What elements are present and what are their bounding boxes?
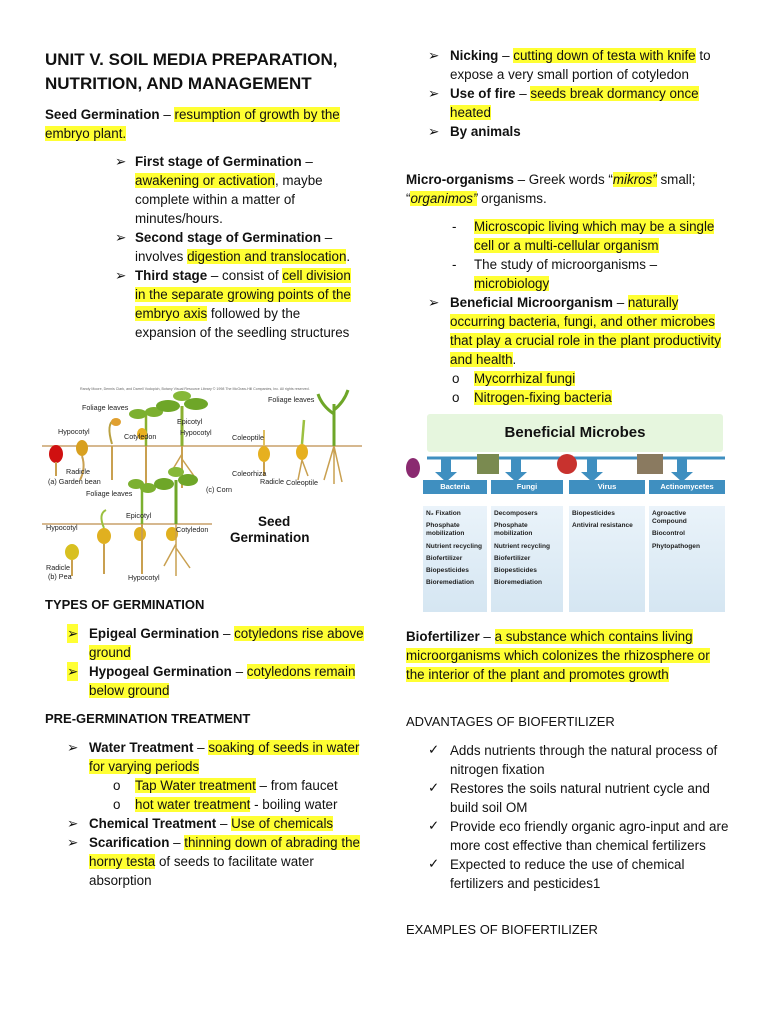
- treatment-item: [67, 814, 367, 833]
- label-corn: (c) Corn: [206, 485, 232, 494]
- dash: –: [612, 295, 628, 310]
- label-radicle: Radicle: [66, 467, 90, 476]
- pre-germination-list-continued: [428, 46, 728, 141]
- highlight: cutting down of testa with knife: [513, 48, 696, 63]
- type-item: [67, 624, 367, 662]
- term: Epigeal Germination: [89, 626, 220, 641]
- label-epicotyl-2: Epicotyl: [126, 511, 152, 520]
- text: – Greek words “: [513, 172, 613, 187]
- advantage-item: [428, 779, 733, 817]
- beneficial-sub-item: [428, 369, 728, 388]
- advantage-item: [428, 855, 733, 893]
- highlight: Tap Water treatment: [135, 778, 256, 793]
- rest: .: [346, 249, 351, 264]
- micro-organisms-definition: [406, 170, 731, 208]
- beneficial-sub-item: [428, 388, 728, 407]
- rest: - boiling water: [250, 797, 338, 812]
- arrow-bullet-icon: ➢: [115, 154, 127, 169]
- text: The study of microorganisms –: [474, 257, 658, 272]
- rest: followed by the expansion of the seedling structures: [135, 306, 350, 340]
- microbe-function: Bioremediation: [426, 579, 474, 587]
- highlight: cotyledons rise above ground: [89, 626, 364, 660]
- microbe-function: N₂ Fixation: [426, 510, 461, 517]
- microbe-column-card: [569, 506, 645, 612]
- highlight: Use of chemicals: [231, 816, 334, 831]
- label-hypocotyl: Hypocotyl: [58, 427, 90, 436]
- label-hypocotyl-3: Hypocotyl: [46, 523, 78, 532]
- microbe-function: Decomposers: [494, 510, 538, 517]
- arrow-bullet-icon: ➢: [428, 86, 440, 101]
- dash: –: [169, 835, 185, 850]
- stage-item: [115, 266, 360, 342]
- circle-bullet-icon: o: [113, 797, 121, 812]
- highlight: soaking of seeds in water for varying periods: [89, 740, 360, 774]
- title-line-1: UNIT V. SOIL MEDIA PREPARATION,: [45, 50, 338, 69]
- pre-germination-heading: PRE-GERMINATION TREATMENT: [45, 711, 251, 726]
- dash: –: [479, 629, 495, 644]
- highlight: thinning down of abrading the horny testa: [89, 835, 360, 869]
- sub-item: [67, 776, 367, 795]
- text: organisms.: [477, 191, 547, 206]
- highlight: Microscopic living which may be a single cell or a multi-cellular organism: [474, 219, 715, 253]
- microbe-function: Antiviral resistance: [572, 522, 633, 530]
- label-coleorhiza: Coleorhiza: [232, 469, 267, 478]
- term: Seed Germination: [45, 107, 160, 122]
- arrow-bullet-icon: ➢: [67, 664, 79, 679]
- microbe-function: Biopesticides: [494, 567, 537, 575]
- page-title: [45, 48, 338, 96]
- arrow-bullet-icon: ➢: [67, 835, 79, 850]
- rest: of seeds to facilitate water absorption: [89, 854, 314, 888]
- advantages-list: [428, 741, 733, 893]
- arrow-bullet-icon: ➢: [428, 124, 440, 139]
- beneficial-microorganism: [428, 293, 728, 407]
- virus-image: [557, 454, 577, 474]
- microbe-function: Bioremediation: [494, 579, 542, 587]
- highlight: Nitrogen-fixing bacteria: [474, 390, 612, 405]
- check-bullet-icon: ✓: [428, 819, 440, 834]
- term: Scarification: [89, 835, 170, 850]
- highlight: cotyledons remain below ground: [89, 664, 356, 698]
- microbes-banner: Beneficial Microbes: [427, 414, 723, 452]
- term: Chemical Treatment: [89, 816, 217, 831]
- highlight: seeds break dormancy once heated: [450, 86, 699, 120]
- label-radicle-2: Radicle: [260, 477, 284, 486]
- stage-item: [115, 228, 360, 266]
- highlight: a substance which contains living microorganisms which colonizes the rhizosphere or the interior of the plant and promotes growth: [406, 629, 710, 682]
- title-line-2: NUTRITION, AND MANAGEMENT: [45, 74, 312, 93]
- highlight: digestion and translocation: [187, 249, 347, 264]
- microbe-function: Agroactive Compound: [652, 510, 687, 526]
- treatment-item: [428, 46, 728, 84]
- microbe-function: Biofertilizer: [494, 554, 531, 562]
- figure-credit: Randy Moore, Dennis Clark, and Darrell Vodopich, Botany Visual Resource Library © 1998 The McGraw-Hill Companies, Inc. All rights reserved.: [80, 387, 310, 391]
- dash: – involves: [135, 230, 333, 264]
- rest: , maybe complete within a matter of minutes/hours.: [135, 173, 323, 226]
- label-epicotyl: Epicotyl: [177, 417, 203, 426]
- stage-item: [115, 152, 360, 228]
- label-cotyledon: Cotyledon: [124, 432, 157, 441]
- micro-item: [452, 255, 732, 293]
- treatment-item: [428, 122, 728, 141]
- highlight: organimos”: [410, 191, 478, 206]
- dash: –: [219, 626, 235, 641]
- term: Hypogeal Germination: [89, 664, 232, 679]
- dash-bullet-icon: -: [452, 257, 457, 272]
- arrow-bullet-icon: ➢: [67, 626, 79, 641]
- examples-heading: EXAMPLES OF BIOFERTILIZER: [406, 922, 598, 937]
- highlight: mikros”: [612, 172, 657, 187]
- text: small; “: [406, 172, 696, 206]
- fungi-image: [477, 454, 499, 474]
- arrow-bullet-icon: ➢: [115, 268, 127, 283]
- microbe-function: Phytopathogen: [652, 542, 700, 550]
- corn-seedlings: [258, 390, 348, 484]
- treatment-item: [67, 833, 367, 890]
- microbe-column-header: Actinomycetes: [649, 480, 725, 494]
- treatment-item: [428, 84, 728, 122]
- microbe-column-header: Fungi: [491, 480, 563, 494]
- dash: –: [301, 154, 313, 169]
- microbe-function: Biopesticides: [572, 510, 615, 517]
- check-bullet-icon: ✓: [428, 743, 440, 758]
- dash: –: [216, 816, 232, 831]
- rest: – from faucet: [255, 778, 338, 793]
- microbe-function: Phosphate mobilization: [426, 522, 465, 538]
- dash: –: [498, 48, 514, 63]
- micro-organisms-list: [452, 217, 732, 293]
- types-of-germination-heading: TYPES OF GERMINATION: [45, 597, 205, 612]
- label-garden-bean: (a) Garden bean: [48, 477, 101, 486]
- dash: –: [193, 740, 209, 755]
- circle-bullet-icon: o: [452, 390, 460, 405]
- microbe-function: Biocontrol: [652, 530, 685, 538]
- label-pea: (b) Pea: [48, 572, 72, 581]
- microbe-column-header: Virus: [569, 480, 645, 494]
- actinomycetes-image: [637, 454, 663, 474]
- text: Restores the soils natural nutrient cycle and build soil OM: [450, 781, 710, 815]
- treatment-item: [67, 738, 367, 776]
- highlight: awakening or activation: [135, 173, 275, 188]
- germination-illustration: [42, 384, 362, 582]
- type-item: [67, 662, 367, 700]
- term: Water Treatment: [89, 740, 194, 755]
- advantage-item: [428, 741, 733, 779]
- highlight: resumption of growth by the embryo plant.: [45, 107, 340, 141]
- dash: – consist of: [207, 268, 283, 283]
- dash: –: [515, 86, 531, 101]
- stages-list: [115, 152, 360, 342]
- highlight: naturally occurring bacteria, fungi, and other microbes that play a crucial role in the plant productivity and health: [450, 295, 721, 367]
- check-bullet-icon: ✓: [428, 781, 440, 796]
- biofertilizer-definition: [406, 627, 731, 684]
- arrow-bullet-icon: ➢: [67, 816, 79, 831]
- check-bullet-icon: ✓: [428, 857, 440, 872]
- term: Micro-organisms: [406, 172, 514, 187]
- term: Nicking: [450, 48, 499, 63]
- circle-bullet-icon: o: [113, 778, 121, 793]
- term: Second stage of Germination: [135, 230, 322, 245]
- beneficial-item: [428, 293, 728, 369]
- arrow-bullet-icon: ➢: [428, 48, 440, 63]
- term: Use of fire: [450, 86, 516, 101]
- highlight: cell division in the separate growing points of the embryo axis: [135, 268, 351, 321]
- text: Adds nutrients through the natural process of nitrogen fixation: [450, 743, 718, 777]
- term: Beneficial Microorganism: [450, 295, 613, 310]
- arrow-bullet-icon: ➢: [67, 740, 79, 755]
- label-coleoptile-2: Coleoptile: [286, 478, 318, 487]
- label-foliage-leaves: Foliage leaves: [82, 403, 129, 412]
- microbe-function: Biopesticides: [426, 567, 469, 575]
- microbe-column-card: [649, 506, 725, 612]
- rest: .: [512, 352, 517, 367]
- highlight: microbiology: [474, 276, 550, 291]
- advantages-heading: ADVANTAGES OF BIOFERTILIZER: [406, 714, 615, 729]
- micro-item: [452, 217, 732, 255]
- microbe-column-card: [491, 506, 563, 612]
- sub-item: [67, 795, 367, 814]
- types-list: [67, 624, 367, 700]
- microbe-function: Biofertilizer: [426, 554, 463, 562]
- pre-germination-list: [67, 738, 367, 890]
- microbe-function: Phosphate mobilization: [494, 522, 533, 538]
- label-coleoptile: Coleoptile: [232, 433, 264, 442]
- beneficial-microbes-figure: [405, 414, 727, 616]
- label-hypocotyl-4: Hypocotyl: [128, 573, 160, 582]
- label-foliage-leaves-3: Foliage leaves: [86, 489, 133, 498]
- term: By animals: [450, 124, 521, 139]
- dash: –: [231, 664, 247, 679]
- advantage-item: [428, 817, 733, 855]
- highlight: Mycorrhizal fungi: [474, 371, 576, 386]
- label-radicle-3: Radicle: [46, 563, 70, 572]
- microbe-column-header: Bacteria: [423, 480, 487, 494]
- circle-bullet-icon: o: [452, 371, 460, 386]
- figure-title-line-2: Germination: [230, 530, 310, 545]
- label-hypocotyl-2: Hypocotyl: [180, 428, 212, 437]
- microbe-function: Nutrient recycling: [494, 542, 551, 550]
- term: Third stage: [135, 268, 208, 283]
- label-cotyledon-2: Cotyledon: [176, 525, 209, 534]
- highlight: hot water treatment: [135, 797, 251, 812]
- seed-germination-definition: [45, 105, 355, 143]
- term: Biofertilizer: [406, 629, 480, 644]
- dash-bullet-icon: -: [452, 219, 457, 234]
- label-foliage-leaves-2: Foliage leaves: [268, 395, 315, 404]
- figure-title-line-1: Seed: [258, 514, 291, 529]
- text: Provide eco friendly organic agro-input and are more cost effective than chemical fertilizers: [450, 819, 729, 853]
- term: First stage of Germination: [135, 154, 302, 169]
- microbe-function: Nutrient recycling: [426, 542, 483, 550]
- dash: –: [159, 107, 175, 122]
- arrow-bullet-icon: ➢: [428, 295, 440, 310]
- bacteria-image: [406, 458, 420, 478]
- microbe-column-card: [423, 506, 487, 612]
- seed-germination-figure: [42, 384, 362, 582]
- text: Expected to reduce the use of chemical fertilizers and pesticides1: [450, 857, 685, 891]
- rest: to expose a very small portion of cotyledon: [450, 48, 711, 82]
- arrow-bullet-icon: ➢: [115, 230, 127, 245]
